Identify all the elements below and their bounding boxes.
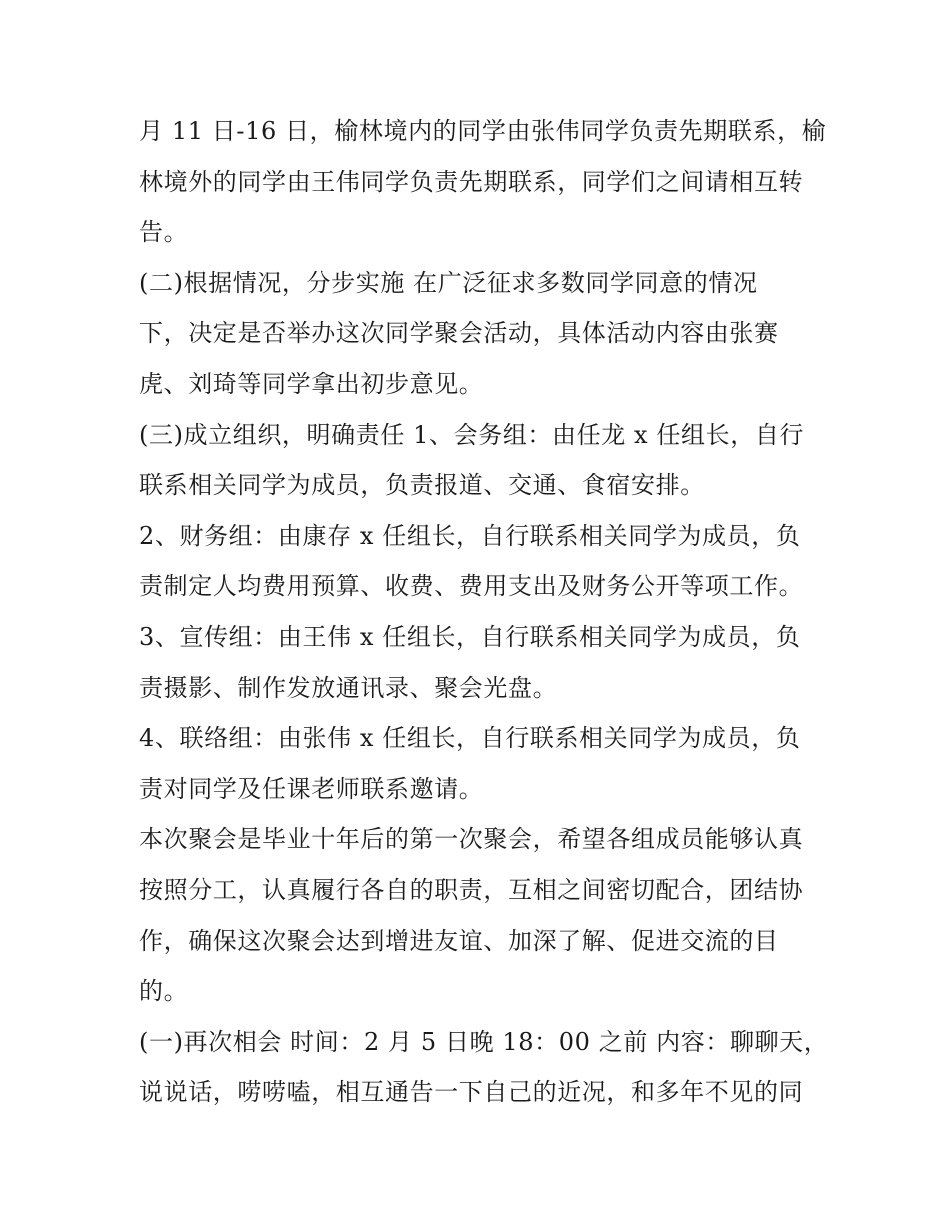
text-line: 责对同学及任课老师联系邀请。 [139, 774, 484, 803]
text-line: 3、宣传组：由王伟 x 任组长，自行联系相关同学为成员，负 [139, 622, 801, 651]
text-line: 2、财务组：由康存 x 任组长，自行联系相关同学为成员，负 [139, 521, 801, 550]
text-line: 月 11 日-16 日，榆林境内的同学由张伟同学负责先期联系，榆 [139, 117, 827, 145]
text-line: 按照分工，认真履行各自的职责，互相之间密切配合，团结协 [139, 875, 804, 904]
text-line: 责制定人均费用预算、收费、费用支出及财务公开等项工作。 [139, 572, 804, 601]
text-line: (二)根据情况，分步实施 在广泛征求多数同学同意的情况 [139, 268, 758, 297]
text-line: (三)成立组织，明确责任 1、会务组：由任龙 x 任组长，自行 [139, 420, 805, 449]
text-line: 4、联络组：由张伟 x 任组长，自行联系相关同学为成员，负 [139, 724, 801, 753]
text-line: (一)再次相会 时间：2 月 5 日晚 18：00 之前 内容：聊聊天， [139, 1027, 829, 1056]
text-line: 虎、刘琦等同学拿出初步意见。 [139, 369, 484, 398]
text-line: 联系相关同学为成员，负责报道、交通、食宿安排。 [139, 471, 705, 500]
text-line: 告。 [139, 218, 189, 247]
text-line: 说说话，唠唠嗑，相互通告一下自己的近况，和多年不见的同 [139, 1078, 804, 1107]
text-line: 下，决定是否举办这次同学聚会活动，具体活动内容由张赛 [139, 319, 779, 348]
text-line: 林境外的同学由王伟同学负责先期联系，同学们之间请相互转 [139, 167, 804, 196]
text-line: 的。 [139, 977, 189, 1006]
text-line: 本次聚会是毕业十年后的第一次聚会，希望各组成员能够认真 [139, 825, 804, 854]
text-line: 责摄影、制作发放通讯录、聚会光盘。 [139, 673, 558, 702]
document-body [139, 106, 829, 1118]
text-line: 作，确保这次聚会达到增进友谊、加深了解、促进交流的目 [139, 926, 779, 955]
